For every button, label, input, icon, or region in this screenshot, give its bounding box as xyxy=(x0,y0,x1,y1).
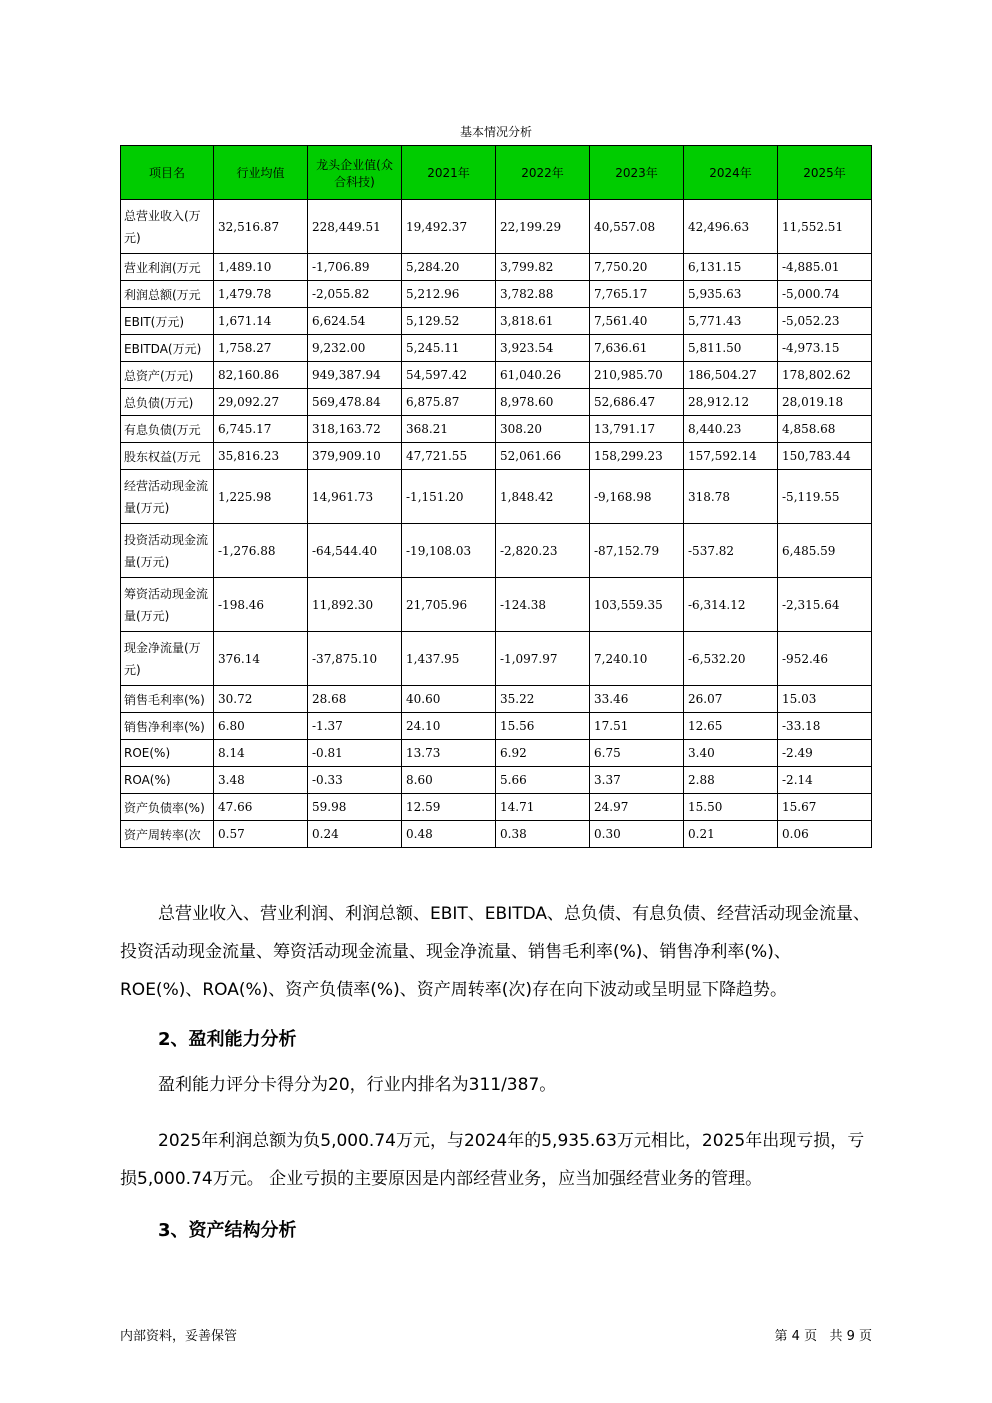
row-label: EBITDA(万元) xyxy=(121,335,214,362)
table-row xyxy=(121,632,872,686)
row-label: EBIT(万元) xyxy=(121,308,214,335)
table-cell: 7,240.10 xyxy=(590,632,684,686)
table-cell: 0.30 xyxy=(590,821,684,848)
table-cell: 35,816.23 xyxy=(214,443,308,470)
table-cell: 8.60 xyxy=(402,767,496,794)
table-cell: 6,624.54 xyxy=(308,308,402,335)
table-cell: 6.92 xyxy=(496,740,590,767)
profit-detail-paragraph: 2025年利润总额为负5,000.74万元，与2024年的5,935.63万元相比，2025年出现亏损，亏损5,000.74万元。 企业亏损的主要原因是内部经营业务，应当加强经营业务的管理。 xyxy=(120,1131,865,1189)
table-cell: 5,129.52 xyxy=(402,308,496,335)
table-cell: 6,485.59 xyxy=(778,524,872,578)
table-cell: 61,040.26 xyxy=(496,362,590,389)
table-cell: 318,163.72 xyxy=(308,416,402,443)
table-cell: 0.38 xyxy=(496,821,590,848)
table-cell: 22,199.29 xyxy=(496,200,590,254)
table-cell: 4,858.68 xyxy=(778,416,872,443)
table-cell: 0.06 xyxy=(778,821,872,848)
table-cell: 1,671.14 xyxy=(214,308,308,335)
table-cell: 28.68 xyxy=(308,686,402,713)
table-cell: 47.66 xyxy=(214,794,308,821)
table-cell: 150,783.44 xyxy=(778,443,872,470)
table-cell: -64,544.40 xyxy=(308,524,402,578)
table-cell: 1,225.98 xyxy=(214,470,308,524)
table-cell: 318.78 xyxy=(684,470,778,524)
table-cell: 14.71 xyxy=(496,794,590,821)
table-row xyxy=(121,524,872,578)
table-cell: 54,597.42 xyxy=(402,362,496,389)
table-cell: -19,108.03 xyxy=(402,524,496,578)
row-label: 总资产(万元) xyxy=(121,362,214,389)
table-cell: -1.37 xyxy=(308,713,402,740)
table-row xyxy=(121,740,872,767)
table-cell: 6.75 xyxy=(590,740,684,767)
table-cell: 21,705.96 xyxy=(402,578,496,632)
header-cell: 项目名 xyxy=(121,146,214,200)
table-cell: -0.33 xyxy=(308,767,402,794)
table-row xyxy=(121,443,872,470)
table-cell: 186,504.27 xyxy=(684,362,778,389)
table-cell: 6.80 xyxy=(214,713,308,740)
header-cell: 行业均值 xyxy=(214,146,308,200)
table-cell: 228,449.51 xyxy=(308,200,402,254)
table-cell: -5,119.55 xyxy=(778,470,872,524)
table-cell: 5,245.11 xyxy=(402,335,496,362)
header-cell: 2023年 xyxy=(590,146,684,200)
table-cell: -33.18 xyxy=(778,713,872,740)
table-row xyxy=(121,254,872,281)
table-cell: 32,516.87 xyxy=(214,200,308,254)
table-cell: 19,492.37 xyxy=(402,200,496,254)
table-cell: -4,885.01 xyxy=(778,254,872,281)
table-row xyxy=(121,713,872,740)
table-cell: 29,092.27 xyxy=(214,389,308,416)
row-label: 资产周转率(次 xyxy=(121,821,214,848)
table-cell: -6,314.12 xyxy=(684,578,778,632)
profitability-score: 盈利能力评分卡得分为20，行业内排名为311/387。 xyxy=(158,1075,557,1095)
footer-page-number: 第 4 页 共 9 页 xyxy=(774,1329,872,1344)
table-cell: -0.81 xyxy=(308,740,402,767)
table-cell: 103,559.35 xyxy=(590,578,684,632)
table-cell: -6,532.20 xyxy=(684,632,778,686)
table-cell: 569,478.84 xyxy=(308,389,402,416)
table-cell: 1,479.78 xyxy=(214,281,308,308)
table-row xyxy=(121,308,872,335)
table-cell: 52,686.47 xyxy=(590,389,684,416)
table-cell: 13,791.17 xyxy=(590,416,684,443)
table-cell: 6,745.17 xyxy=(214,416,308,443)
table-cell: 3,799.82 xyxy=(496,254,590,281)
table-row xyxy=(121,416,872,443)
table-cell: 15.03 xyxy=(778,686,872,713)
row-label: ROA(%) xyxy=(121,767,214,794)
row-label: ROE(%) xyxy=(121,740,214,767)
table-cell: 24.97 xyxy=(590,794,684,821)
table-cell: 157,592.14 xyxy=(684,443,778,470)
table-row xyxy=(121,767,872,794)
header-cell: 龙头企业值(众合科技) xyxy=(308,146,402,200)
row-label: 资产负债率(%) xyxy=(121,794,214,821)
row-label: 投资活动现金流量(万元) xyxy=(121,524,214,578)
table-row xyxy=(121,281,872,308)
table-cell: 52,061.66 xyxy=(496,443,590,470)
table-cell: 0.21 xyxy=(684,821,778,848)
table-cell: 1,848.42 xyxy=(496,470,590,524)
table-cell: -87,152.79 xyxy=(590,524,684,578)
section-3-title: 3、资产结构分析 xyxy=(158,1220,297,1241)
table-cell: 7,765.17 xyxy=(590,281,684,308)
basic-analysis-table xyxy=(120,145,872,848)
table-cell: 7,750.20 xyxy=(590,254,684,281)
table-cell: -1,097.97 xyxy=(496,632,590,686)
table-cell: -2.14 xyxy=(778,767,872,794)
table-cell: 12.65 xyxy=(684,713,778,740)
table-cell: 8,978.60 xyxy=(496,389,590,416)
table-cell: 3.40 xyxy=(684,740,778,767)
table-cell: 40.60 xyxy=(402,686,496,713)
table-cell: 1,489.10 xyxy=(214,254,308,281)
table-cell: -5,000.74 xyxy=(778,281,872,308)
row-label: 现金净流量(万元) xyxy=(121,632,214,686)
table-cell: -1,276.88 xyxy=(214,524,308,578)
table-row xyxy=(121,200,872,254)
row-label: 股东权益(万元 xyxy=(121,443,214,470)
table-cell: 5,284.20 xyxy=(402,254,496,281)
table-cell: 24.10 xyxy=(402,713,496,740)
table-cell: -9,168.98 xyxy=(590,470,684,524)
table-cell: 210,985.70 xyxy=(590,362,684,389)
table-cell: 3.48 xyxy=(214,767,308,794)
table-cell: -1,151.20 xyxy=(402,470,496,524)
table-cell: 8,440.23 xyxy=(684,416,778,443)
table-cell: -537.82 xyxy=(684,524,778,578)
table-cell: 59.98 xyxy=(308,794,402,821)
table-row xyxy=(121,389,872,416)
table-cell: 376.14 xyxy=(214,632,308,686)
table-cell: 158,299.23 xyxy=(590,443,684,470)
table-cell: 0.24 xyxy=(308,821,402,848)
header-cell: 2022年 xyxy=(496,146,590,200)
table-cell: 308.20 xyxy=(496,416,590,443)
table-cell: 5.66 xyxy=(496,767,590,794)
table-cell: 949,387.94 xyxy=(308,362,402,389)
table-cell: 6,875.87 xyxy=(402,389,496,416)
table-cell: 9,232.00 xyxy=(308,335,402,362)
table-cell: 13.73 xyxy=(402,740,496,767)
table-cell: 28,019.18 xyxy=(778,389,872,416)
table-body xyxy=(121,200,872,848)
table-cell: 3.37 xyxy=(590,767,684,794)
table-cell: 15.67 xyxy=(778,794,872,821)
table-cell: 368.21 xyxy=(402,416,496,443)
table-row xyxy=(121,470,872,524)
table-cell: -2,055.82 xyxy=(308,281,402,308)
header-cell: 2024年 xyxy=(684,146,778,200)
table-cell: 0.48 xyxy=(402,821,496,848)
table-cell: -5,052.23 xyxy=(778,308,872,335)
table-cell: 5,771.43 xyxy=(684,308,778,335)
table-row xyxy=(121,794,872,821)
table-header-row xyxy=(121,146,872,200)
row-label: 销售毛利率(%) xyxy=(121,686,214,713)
row-label: 销售净利率(%) xyxy=(121,713,214,740)
table-cell: 14,961.73 xyxy=(308,470,402,524)
table-cell: 82,160.86 xyxy=(214,362,308,389)
header-cell: 2021年 xyxy=(402,146,496,200)
table-cell: 12.59 xyxy=(402,794,496,821)
table-cell: 3,782.88 xyxy=(496,281,590,308)
table-cell: 26.07 xyxy=(684,686,778,713)
table-cell: 6,131.15 xyxy=(684,254,778,281)
table-cell: 40,557.08 xyxy=(590,200,684,254)
table-row xyxy=(121,821,872,848)
table-cell: 11,552.51 xyxy=(778,200,872,254)
table-cell: -2,820.23 xyxy=(496,524,590,578)
table-cell: -37,875.10 xyxy=(308,632,402,686)
section-2-title: 2、盈利能力分析 xyxy=(158,1029,297,1050)
table-cell: -2.49 xyxy=(778,740,872,767)
footer-left: 内部资料，妥善保管 xyxy=(120,1329,238,1344)
table-cell: 11,892.30 xyxy=(308,578,402,632)
row-label: 筹资活动现金流量(万元) xyxy=(121,578,214,632)
table-cell: 7,561.40 xyxy=(590,308,684,335)
table-cell: 47,721.55 xyxy=(402,443,496,470)
table-cell: 379,909.10 xyxy=(308,443,402,470)
table-row xyxy=(121,578,872,632)
table-cell: 17.51 xyxy=(590,713,684,740)
table-cell: 5,212.96 xyxy=(402,281,496,308)
row-label: 营业利润(万元 xyxy=(121,254,214,281)
header-cell: 2025年 xyxy=(778,146,872,200)
table-cell: 178,802.62 xyxy=(778,362,872,389)
table-cell: -4,973.15 xyxy=(778,335,872,362)
table-cell: 5,935.63 xyxy=(684,281,778,308)
table-row xyxy=(121,362,872,389)
table-cell: 1,758.27 xyxy=(214,335,308,362)
table-cell: 2.88 xyxy=(684,767,778,794)
table-title: 基本情况分析 xyxy=(459,125,532,139)
row-label: 总负债(万元) xyxy=(121,389,214,416)
table-cell: -1,706.89 xyxy=(308,254,402,281)
table-cell: 15.50 xyxy=(684,794,778,821)
row-label: 有息负债(万元 xyxy=(121,416,214,443)
table-cell: 3,923.54 xyxy=(496,335,590,362)
table-cell: -198.46 xyxy=(214,578,308,632)
table-cell: 28,912.12 xyxy=(684,389,778,416)
table-cell: 8.14 xyxy=(214,740,308,767)
table-cell: -2,315.64 xyxy=(778,578,872,632)
table-cell: 7,636.61 xyxy=(590,335,684,362)
table-cell: 5,811.50 xyxy=(684,335,778,362)
table-cell: 30.72 xyxy=(214,686,308,713)
summary-paragraph: 总营业收入、营业利润、利润总额、EBIT、EBITDA、总负债、有息负债、经营活动现金流量、投资活动现金流量、筹资活动现金流量、现金净流量、销售毛利率(%)、销售净利率(%)、ROE(%)、ROA(%)、资产负债率(%)、资产周转率(次)存在向下波动或呈明显下降趋势。 xyxy=(120,904,871,1000)
table-cell: 0.57 xyxy=(214,821,308,848)
table-cell: 1,437.95 xyxy=(402,632,496,686)
row-label: 总营业收入(万元) xyxy=(121,200,214,254)
table-cell: 3,818.61 xyxy=(496,308,590,335)
table-row xyxy=(121,686,872,713)
table-cell: -124.38 xyxy=(496,578,590,632)
table-cell: 33.46 xyxy=(590,686,684,713)
table-cell: 15.56 xyxy=(496,713,590,740)
table-cell: -952.46 xyxy=(778,632,872,686)
row-label: 经营活动现金流量(万元) xyxy=(121,470,214,524)
row-label: 利润总额(万元 xyxy=(121,281,214,308)
table-cell: 42,496.63 xyxy=(684,200,778,254)
table-cell: 35.22 xyxy=(496,686,590,713)
table-row xyxy=(121,335,872,362)
